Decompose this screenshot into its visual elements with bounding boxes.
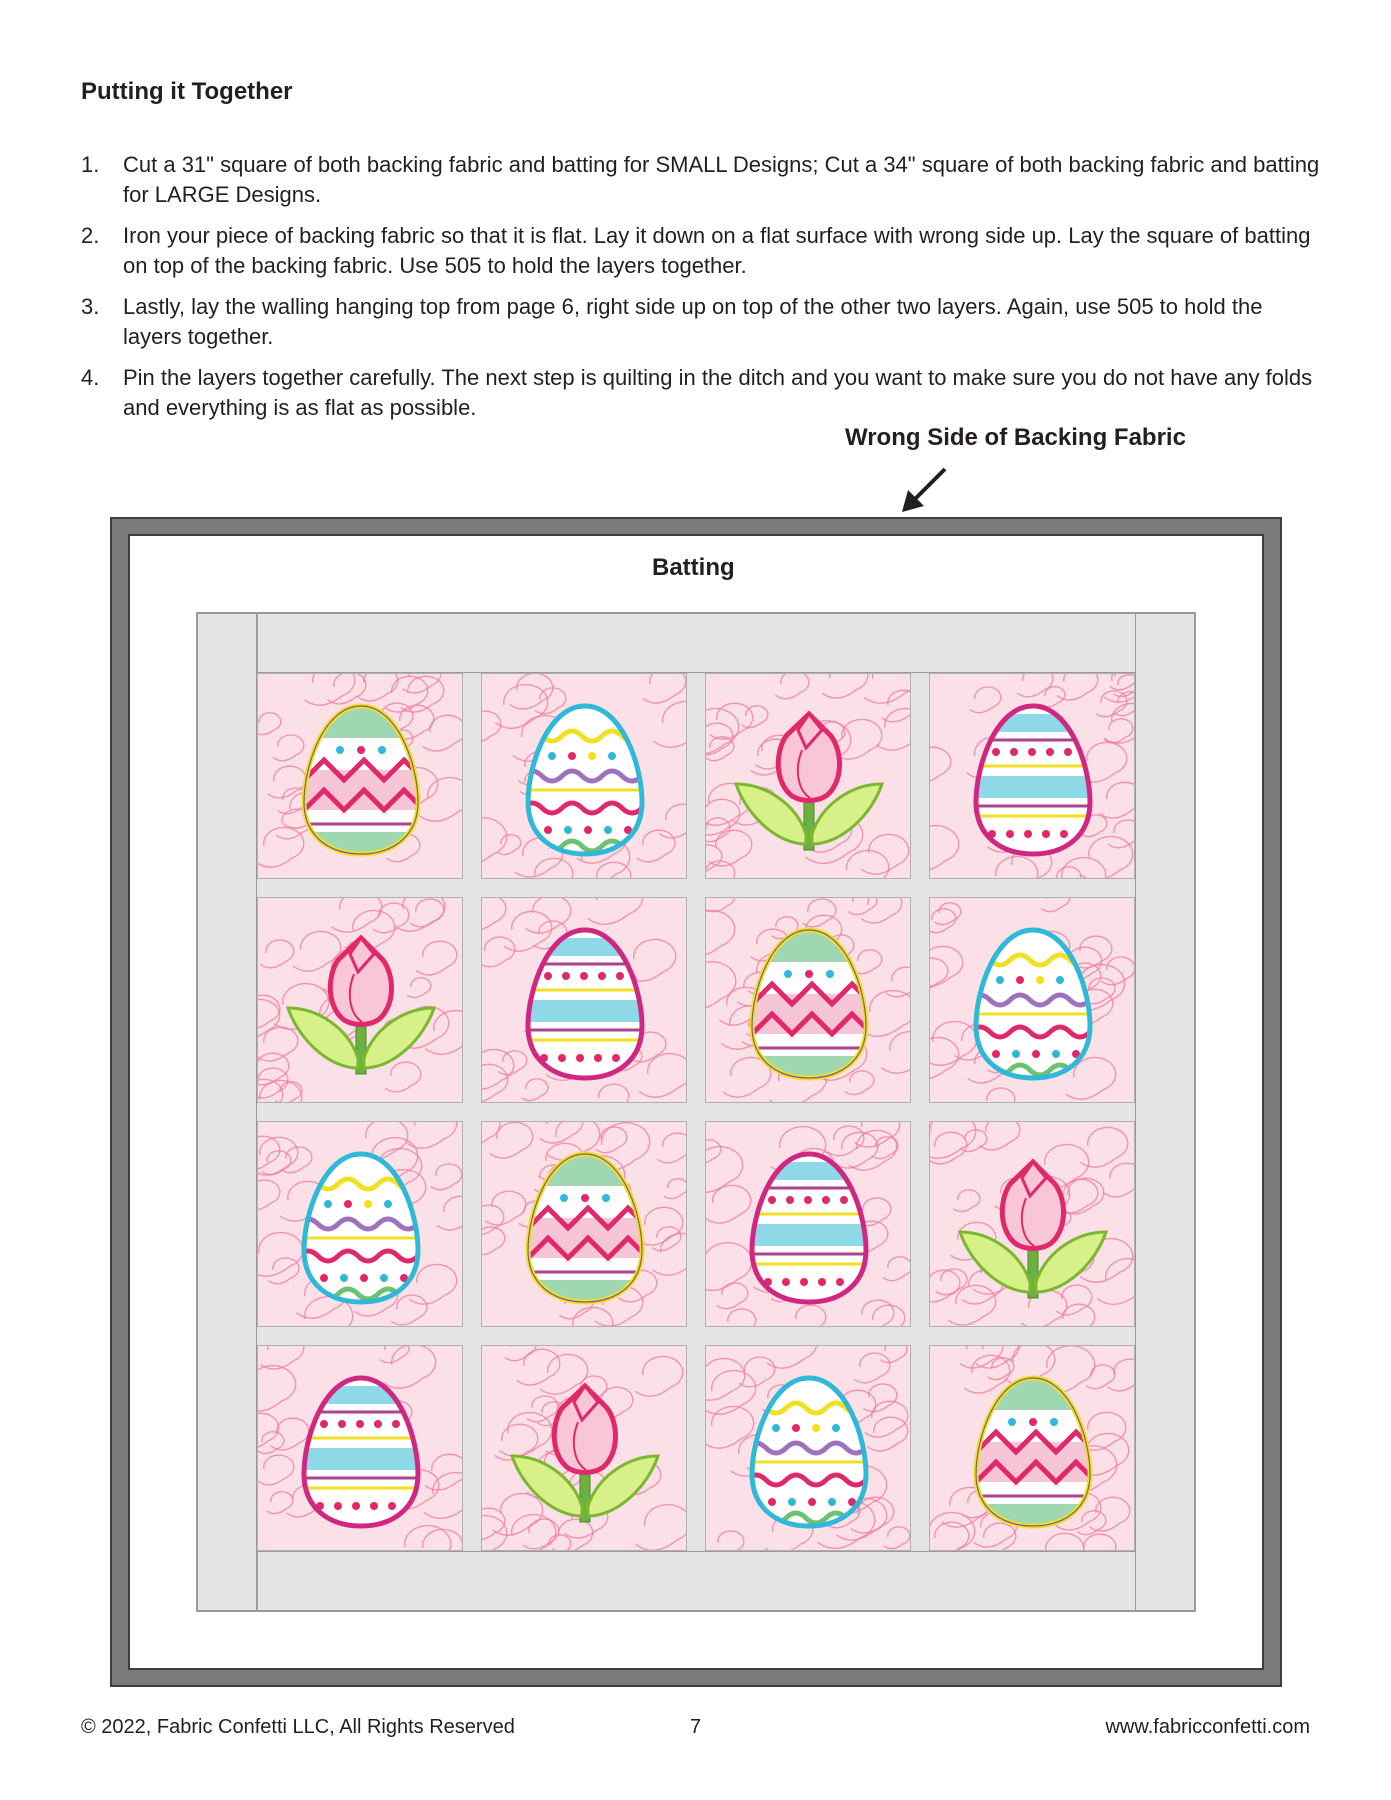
quilt-block — [929, 673, 1135, 879]
quilt-border-left — [197, 613, 257, 1611]
egg-zigzag-icon — [706, 898, 911, 1103]
tulip-icon — [258, 898, 463, 1103]
egg-striped-icon — [930, 674, 1135, 879]
quilt-block — [705, 673, 911, 879]
instruction-step — [81, 150, 1321, 210]
tulip-icon — [706, 674, 911, 879]
quilt-block — [257, 1121, 463, 1327]
instruction-step — [81, 221, 1321, 281]
tulip-icon — [930, 1122, 1135, 1327]
egg-wavy-icon — [930, 898, 1135, 1103]
arrow-down-left-icon — [900, 464, 950, 514]
step-text: Pin the layers together carefully. The next step is quilting in the ditch and you want to make sure you do not have any folds and everything is as flat as possible. — [123, 365, 1313, 420]
quilt-block — [929, 1121, 1135, 1327]
quilt-border-bottom — [257, 1551, 1137, 1611]
instruction-step — [81, 363, 1321, 423]
egg-wavy-icon — [482, 674, 687, 879]
quilt-block — [481, 1345, 687, 1551]
footer-website[interactable]: www.fabricconfetti.com — [1105, 1716, 1310, 1738]
instruction-list — [81, 150, 1321, 434]
batting-label: Batting — [652, 554, 735, 581]
step-text: Iron your piece of backing fabric so that it is flat. Lay it down on a flat surface with wrong side up. Lay the square of batting on top of the backing fabric. Use 505 to hold the layers together. — [123, 223, 1311, 278]
egg-zigzag-icon — [482, 1122, 687, 1327]
step-number: 4. — [81, 365, 100, 390]
quilt-border-top — [257, 613, 1137, 673]
step-text: Cut a 31" square of both backing fabric and batting for SMALL Designs; Cut a 34" square of both backing fabric and batting for LARGE Designs. — [123, 152, 1320, 207]
backing-fabric-label: Wrong Side of Backing Fabric — [845, 424, 1186, 451]
quilt-block — [481, 1121, 687, 1327]
egg-zigzag-icon — [258, 674, 463, 879]
quilt-border-right — [1135, 613, 1195, 1611]
egg-zigzag-icon — [930, 1346, 1135, 1551]
quilt-block — [257, 1345, 463, 1551]
instruction-step — [81, 292, 1321, 352]
egg-striped-icon — [482, 898, 687, 1103]
tulip-icon — [482, 1346, 687, 1551]
quilt-block — [481, 673, 687, 879]
quilt-block — [481, 897, 687, 1103]
step-number: 3. — [81, 294, 100, 319]
step-number: 2. — [81, 223, 100, 248]
step-number: 1. — [81, 152, 100, 177]
quilt-block — [705, 1121, 911, 1327]
quilt-block — [705, 1345, 911, 1551]
page-heading: Putting it Together — [81, 78, 293, 105]
quilt-block — [929, 1345, 1135, 1551]
egg-striped-icon — [706, 1122, 911, 1327]
quilt-block — [257, 897, 463, 1103]
step-text: Lastly, lay the walling hanging top from page 6, right side up on top of the other two layers. Again, use 505 to hold the layers together. — [123, 294, 1263, 349]
quilt-block — [929, 897, 1135, 1103]
egg-wavy-icon — [258, 1122, 463, 1327]
egg-striped-icon — [258, 1346, 463, 1551]
egg-wavy-icon — [706, 1346, 911, 1551]
quilt-block — [705, 897, 911, 1103]
footer-copyright: © 2022, Fabric Confetti LLC, All Rights Reserved — [81, 1716, 515, 1738]
quilt-block — [257, 673, 463, 879]
footer-page-number: 7 — [690, 1716, 702, 1738]
quilt-top — [196, 612, 1196, 1612]
